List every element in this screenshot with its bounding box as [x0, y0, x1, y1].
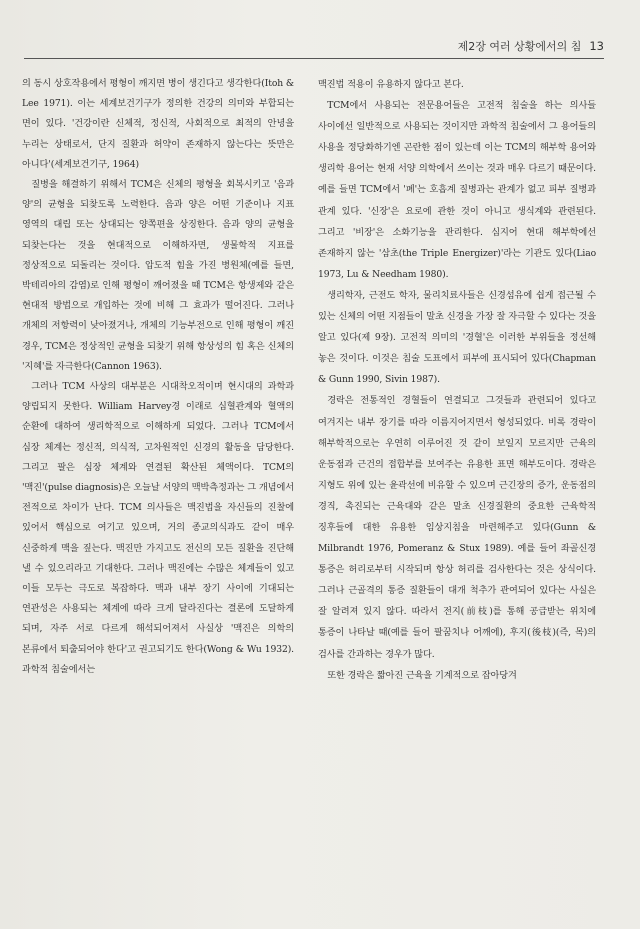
paragraph: 맥진법 적용이 유용하지 않다고 본다. [318, 79, 464, 90]
page-number: 13 [589, 39, 604, 53]
paragraph: 그러나 TCM 사상의 대부분은 시대착오적이며 현시대의 과학과 양립되지 못한다. William Harvey경 이래로 심혈관계와 혈액의 순환에 대하여 생리학적으로 이해하게 되었다. 그러나 TCM에서 심장 체계는 정신적, 의식적, 고차원적인 신경의 활동을 담당한다. 그리고 팔은 심장 체계와 연결된 확산된 체액이다. TCM의 '맥진'(pulse diagnosis)은 오늘날 서양의 맥박측정과는 그 개념에서 전적으로 차이가 난다. TCM 의사들은 맥진법을 자신들의 진찰에 있어서 핵심으로 여기고 있으며, 거의 종교의식과도 같이 매우 신중하게 맥을 짚는다. 맥진만 가지고도 전신의 모든 질환을 진단해 낼 수 있으리라고 기대한다. 그러나 맥진에는 수많은 체계들이 있고 이들 모두는 극도로 복잡하다. 맥과 내부 장기 사이에 기대되는 연관성은 사용되는 체계에 따라 크게 달라진다는 결론에 도달하게 되며, 자주 서로 다르게 해석되어져서 사실상 '맥진은 의학의 본류에서 퇴출되어야 한다'고 권고되기도 한다(Wong & Wu 1932). 과학적 침술에서는 [22, 381, 294, 675]
paragraph: 생리학자, 근전도 학자, 물리치료사들은 신경섬유에 쉽게 접근될 수 있는 신체의 어떤 지점들이 말초 신경을 가장 잘 자극할 수 있다는 것을 알고 있다(제 9장). 고전적 의미의 '경혈'은 이러한 부위들을 정선해 놓은 것이다. 이것은 침술 도표에서 피부에 표시되어 있다(Chapman & Gunn 1990, Sivin 1987). [318, 289, 596, 386]
paragraph: TCM에서 사용되는 전문용어들은 고전적 침술을 하는 의사들 사이에선 일반적으로 사용되는 것이지만 과학적 침술에서 그 용어들의 사용을 정당화하기엔 곤란한 점이 있는데 이는 TCM의 해부학 용어와 생리학 용어는 현재 서양 의학에서 쓰이는 것과 매우 다르기 때문이다. 예를 들면 TCM에서 '폐'는 호흡계 질병과는 관계가 없고 피부 질병과 관계 있다. '신장'은 요로에 관한 것이 아니고 생식계와 관련된다. 그리고 '비장'은 소화기능을 관리한다. 심지어 현대 해부학에선 존재하지 않는 '삼초(the Triple Energizer)'라는 기관도 있다(Liao 1973, Lu & Needham 1980). [318, 100, 596, 280]
chapter-title: 제2장 여러 상황에서의 침 [457, 40, 582, 53]
right-column [318, 74, 596, 686]
paragraph: 질병을 해결하기 위해서 TCM은 신체의 평형을 회복시키고 '음과 양'의 균형을 되찾도록 노력한다. 음과 양은 어떤 기준이나 지표 영역의 대립 또는 상대되는 양쪽편을 상징한다. 음과 양의 균형을 되찾는다는 것을 현대적으로 이해하자면, 생물학적 지표를 정상적으로 되돌리는 것이다. 압도적 힘을 가진 병원체(예를 들면, 박테리아의 감염)로 인해 평형이 깨어졌을 때 TCM은 항생제와 같은 현대적 방법으로 개입하는 것에 비해 그 효과가 떨어진다. 그러나 개체의 저항력이 낮아졌거나, 개체의 기능부전으로 인해 평형이 깨진 경우, TCM은 정상적인 균형을 되찾기 위해 항상성의 힘 혹은 신체의 '지혜'를 자극한다(Cannon 1963). [22, 179, 294, 372]
left-column [22, 74, 294, 680]
paragraph: 경락은 전통적인 경혈들이 연결되고 그것들과 관련되어 있다고 여겨지는 내부 장기를 따라 이름지어지면서 형성되었다. 비록 경락이 해부학적으로는 우연히 이루어진 것 같이 보일지 모르지만 근육의 운동점과 근건의 접합부를 보여주는 유용한 표면 해부도이다. 경락은 지형도 위에 있는 윤곽선에 비유할 수 있으며 근긴장의 증가, 운동점의 경직, 촉진되는 근육대와 같은 말초 신경질환의 중요한 근육학적 징후들에 대한 유용한 임상지침을 마련해주고 있다(Gunn & Milbrandt 1976, Pomeranz & Stux 1989). 예를 들어 좌골신경 통증은 허리로부터 시작되며 항상 허리를 검사한다는 것은 상식이다. 그러나 근골격의 통증 질환들이 대개 척추가 관여되어 있다는 사실은 잘 알려져 있지 않다. 따라서 전지(前枝)를 통해 공급받는 위치에 통증이 나타날 때(예를 들어 팔꿈치나 어깨에), 후지(後枝)(즉, 목)의 검사를 간과하는 경우가 많다. [318, 395, 596, 660]
paragraph: 또한 경락은 짧아진 근육을 기계적으로 잡아당겨 [327, 669, 517, 681]
paragraph: 의 동시 상호작용에서 평형이 깨지면 병이 생긴다고 생각한다(Itoh & Lee 1971). 이는 세계보건기구가 정의한 건강의 의미와 부합되는 면이 있다. '건강이란 신체적, 정신적, 사회적으로 최적의 안녕을 누리는 상태로서, 단지 질환과 허약이 존재하지 않는다는 뜻만은 아니다'(세계보건기구, 1964) [22, 78, 294, 170]
running-header [24, 34, 604, 59]
header-text [458, 38, 604, 54]
